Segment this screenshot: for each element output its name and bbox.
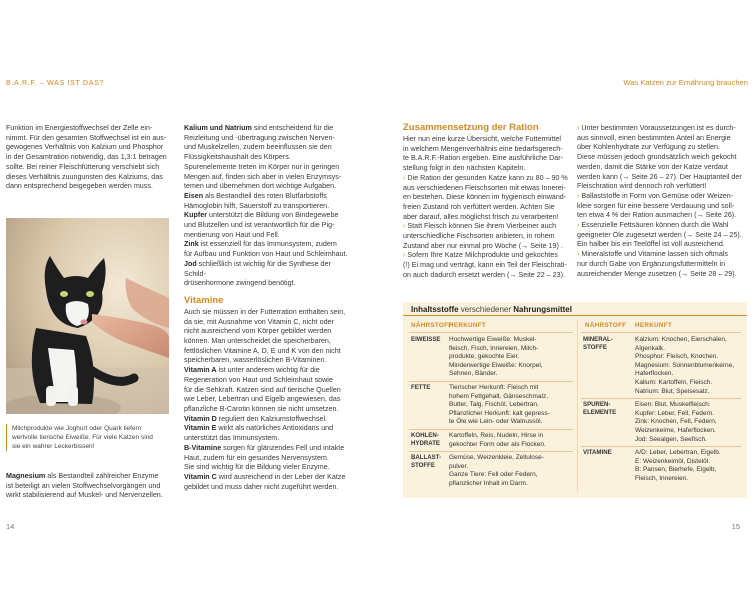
col-header-naehrstoff-1: NÄHRSTOFF (411, 322, 453, 329)
magnesium-line: ist beteiligt an vielen Stoffwechselvorgängen und (6, 481, 161, 490)
vitamin-line: Vitamin C wird ausreichend in der Leber der Katze (184, 472, 346, 481)
source-line: Magnesium: Sonnenblumenkerne, (635, 361, 735, 369)
nutrient-name-line: BALLAST- (411, 454, 442, 462)
caption-line: Milchprodukte wie Joghurt oder Quark liefern (12, 425, 142, 432)
source-line: Kartoffeln, Reis, Nudeln, Hirse in (449, 432, 544, 439)
table-title (403, 302, 747, 316)
table-nutrient-left (411, 454, 441, 470)
table-source-left (449, 384, 550, 427)
caption-line: sie ein wahrer Leckerbissen! (12, 443, 95, 450)
photo-caption (6, 424, 169, 451)
bullet-line: ausreichender Menge zusetzen (→ Seite 28 – 29). (577, 269, 737, 278)
table-row-rule (581, 446, 741, 447)
source-line: Kupfer: Leber, Fell, Federn. (635, 409, 715, 417)
bullet-arrow-icon: › (403, 173, 406, 182)
mineral-line: Hämoglobin hilft, Sauerstoff zu transportieren. (184, 201, 330, 210)
term-label: Eisen (184, 191, 204, 200)
table-nutrient-right (583, 401, 616, 417)
table-nutrient-left (411, 336, 440, 344)
vitamine-intro-line: können. Man unterscheidet die speicherbaren, (184, 337, 331, 346)
table-column-separator (577, 320, 578, 492)
nutrient-name-line: STOFFE (411, 462, 435, 470)
vitamine-intro-line: fettlöslichen Vitamine A, D, E und K von den nicht (184, 346, 341, 355)
table-source-left (449, 432, 546, 449)
bullet-arrow-icon: › (577, 250, 580, 259)
vitamine-intro-line: Auch sie müssen in der Futterration enthalten sein, (184, 307, 346, 316)
source-line: Jod: Seealgen, Seefisch. (635, 435, 707, 443)
term-label: Kupfer (184, 211, 208, 220)
bullet-arrow-icon: › (403, 222, 406, 231)
term-label: Vitamin D (184, 414, 217, 423)
source-line: Butter, Talg, Fischöl, Lebertran. (449, 401, 539, 409)
table-row-rule (409, 451, 573, 452)
source-line: Gemüse, Weizenkleie, Zellulose- (449, 454, 544, 462)
source-line: Fleisch, Innereien. (635, 474, 689, 482)
term-label: Vitamin E (184, 424, 217, 433)
vitamine-intro-line: speicherbaren, wasserlöslichen B-Vitaminen. (184, 356, 327, 365)
bullet-arrow-icon: › (577, 221, 580, 230)
ration-bullets-col2 (577, 124, 742, 279)
table-nutrient-left (411, 384, 430, 392)
table-nutrient-right (583, 336, 613, 352)
bullet-line: (!) Ei mag und verträgt, kann ein Teil der Fleischrati- (403, 261, 567, 270)
table-nutrient-left (411, 432, 440, 448)
paragraph-line: dann entsprechend beigegeben werden muss. (6, 182, 153, 191)
bullet-arrow-icon: › (577, 191, 580, 200)
table-source-right (635, 401, 717, 444)
bullet-line: ten etwa 4 % der Ration ausmachen (→ Seite 26). (577, 211, 737, 220)
source-line: fleisch, Fisch, Innereien, Milch- (449, 344, 539, 352)
table-source-right (635, 336, 734, 396)
term-label: Vitamin C (184, 472, 217, 481)
term-label: Vitamin A (184, 366, 217, 375)
source-line: Haferflocken. (635, 370, 674, 378)
source-line: te Öle wie Lein- oder Walnussöl. (449, 418, 543, 426)
source-line: Phosphor: Fleisch, Knochen. (635, 353, 719, 361)
nutrient-name-line: HYDRATE (411, 440, 441, 447)
vitamin-line: Vitamin E wirkt als natürliches Antioxidans und (184, 424, 334, 433)
paragraph-line: nimmt. Für den gesamten Stoffwechsel ist ein aus- (6, 133, 167, 142)
mineral-line: und Blutzellen und ist verantwortlich für die Pig- (184, 221, 335, 230)
paragraph-line: in der Gesamtration notwendig, das 1,3:1 betragen (6, 153, 167, 162)
source-line: Tierischer Herkunft: Fleisch mit (449, 384, 539, 391)
table-title-pre: Inhaltsstoffe (411, 305, 459, 314)
nutrient-name-line: SPUREN- (583, 401, 611, 409)
mineral-line: Flüssigkeitshaushalt des Körpers. (184, 153, 291, 162)
ration-intro-line: stellung folgt in den nächsten Kapiteln. (403, 164, 526, 173)
bullet-line: aber darauf, alles möglichst frisch zu verarbeiten! (403, 212, 559, 221)
cat-photo (6, 218, 169, 414)
source-line: Minderwertige Eiweiße: Knorpel, (449, 361, 543, 369)
bullet-line: nur durch Gabe von Ergänzungsfuttermitteln in (577, 259, 726, 268)
bullet-line: en bestehen. Diese können im hygienisch einwand- (403, 193, 567, 202)
source-line: B: Pansen, Bierhefe, Eigelb, (635, 466, 717, 474)
source-line: Kalium: Kartoffeln, Fleisch. (635, 378, 713, 386)
bullet-line: › Statt Fleisch können Sie ihrem Vierbeiner auch (403, 222, 557, 231)
table-row-rule (409, 429, 573, 430)
vitamin-line: Haut, zudem für ein gesundes Nervensystem. (184, 453, 329, 462)
mineral-line: Spurenelemente treten im Körper nur in geringen (184, 162, 340, 171)
table-source-left (449, 454, 544, 488)
mineral-line: Mengen auf, finden sich aber in vielen Enzymsys- (184, 172, 342, 181)
kitten-licking-hand-illustration (6, 218, 169, 414)
page-number-left: 14 (6, 522, 15, 531)
right-col1-text (403, 120, 573, 281)
ration-intro-line: Hier nun eine kurze Übersicht, welche Futtermittel (403, 135, 561, 143)
mineral-line: Reizleitung und -übertragung zwischen Nerven- (184, 133, 335, 142)
ration-bullets-col1 (403, 174, 573, 281)
vitamine-intro (184, 308, 352, 366)
mineral-line: mentierung von Haut und Fell. (184, 230, 280, 239)
bullet-line: über Kohlenhydrate zur Verfügung zu stellen. (577, 143, 720, 152)
source-line: Natrium: Blut, Speisesalz. (635, 387, 710, 395)
mineral-line: und Muskelzellen, zudem beeinflussen sie den (184, 143, 332, 152)
bullet-line: Diese müssen jedoch grundsätzlich weich gekocht (577, 153, 737, 162)
magnesium-line: Magnesium als Bestandteil zahlreicher Enzyme (6, 472, 159, 480)
table-source-right (635, 449, 721, 483)
bullet-line: kleie sorgen für eine bessere Verdauung und soll- (577, 201, 735, 210)
bullet-line: › Ballaststoffe in Form von Gemüse oder Weizen- (577, 191, 734, 200)
nutrient-name-line: ELEMENTE (583, 409, 617, 417)
right-col2-text (577, 124, 742, 279)
bullet-line: Zustand aber nur einmal pro Woche (→ Seite 19) . (403, 241, 563, 250)
vitamine-intro-line: nicht ausreichend vom Körper gebildet werden (184, 327, 332, 336)
term-label: Zink (184, 240, 199, 249)
vitamin-line: Vitamin A ist unter anderem wichtig für die (184, 366, 320, 375)
mineral-line: temen und übernehmen dort wichtige Aufgaben. (184, 182, 337, 191)
bullet-line: aus verschiedenen Fleischsorten mit etwas Innerei- (403, 183, 566, 192)
vitamin-line: für die Sehkraft. Katzen sind auf tierische Quellen (184, 385, 341, 394)
mineral-line: Eisen als Bestandteil des roten Blutfarbstoffs (184, 191, 327, 200)
source-line: Pflanzlicher Herkunft: kalt gepress- (449, 409, 550, 417)
source-line: produkte, gekochte Eier. (449, 353, 520, 361)
header-rule-right (581, 332, 741, 333)
bullet-line: Fleischration wird dennoch roh verfüttert! (577, 182, 707, 191)
source-line: Eisen: Blut, Muskelfleisch. (635, 401, 711, 409)
mineral-line: drüsenhormone zwingend benötigt. (184, 279, 296, 288)
left-col1-text (6, 124, 169, 192)
source-line: gekochter Form oder als Flocken. (449, 440, 546, 448)
calcium-paragraph (6, 124, 169, 192)
nutrients-table (403, 302, 747, 498)
source-line: Kalzium: Knochen, Eierschalen, (635, 336, 727, 343)
bullet-line: › Essenzielle Fettsäuren können durch die Wahl (577, 221, 729, 230)
mineral-line: Zink ist essenziell für das Immunsystem, zudem (184, 240, 337, 249)
mineral-line: für Aufbau und Funktion von Haut und Schleimhaut. (184, 250, 348, 259)
bullet-line: aus sinnvoll, einen bestimmten Anteil an Energie (577, 133, 731, 142)
col-header-herkunft-1: HERKUNFT (449, 322, 487, 329)
nutrient-name-line: MINERAL- (583, 336, 613, 343)
bullet-line: on auch dadurch ersetzt werden (→ Seite 22 – 23). (403, 270, 565, 279)
term-label: Kalium und Natrium (184, 124, 252, 132)
bullet-line: werden kann (→ Seite 26 – 27). Der Hauptanteil der (577, 172, 742, 181)
mineral-line: Jod schließlich ist wichtig für die Synthese der Schild- (184, 259, 331, 278)
mineral-line: Kalium und Natrium sind entscheidend für die (184, 124, 334, 132)
bullet-arrow-icon: › (403, 251, 406, 260)
bullet-line: unterschiedliche Fischsorten anbieten, in rohem (403, 232, 555, 241)
source-line: Algenkalk. (635, 344, 665, 352)
bullet-line: werden, damit die Stärke von der Katze verdaut (577, 162, 728, 171)
source-line: Weizenkeime, Haferflocken. (635, 426, 716, 434)
table-source-left (449, 336, 543, 379)
source-line: Zink: Knochen, Fell, Federn, (635, 418, 717, 426)
header-rule-left (409, 332, 573, 333)
col-header-herkunft-2: HERKUNFT (635, 322, 673, 329)
page-number-right: 15 (731, 522, 740, 531)
nutrient-name-line: EIWEISSE (411, 336, 441, 343)
table-title-mid: verschiedener (458, 305, 514, 314)
vitamin-line: Vitamin D reguliert den Kalziumstoffwechsel. (184, 414, 328, 423)
nutrient-name-line: STOFFE (583, 344, 607, 351)
ration-heading: Zusammensetzung der Ration (403, 122, 539, 133)
vitamine-intro-line: da sie, mit Ausnahme von Vitamin C, nicht oder (184, 317, 334, 326)
bullet-line: › Unter bestimmten Voraussetzungen ist es durch- (577, 124, 736, 132)
bullet-arrow-icon: › (577, 124, 580, 132)
paragraph-line: Funktion im Energiestoffwechsel der Zelle ein- (6, 124, 153, 132)
vitamin-line: pflanzliche B-Carotin können sie nicht umsetzen. (184, 404, 339, 413)
source-line: A/D: Leber, Lebertran, Eigelb. (635, 449, 721, 457)
source-line: pflanzlicher Inhalt im Darm. (449, 479, 528, 487)
paragraph-line: gewogenes Verhältnis von Kalzium und Phosphor (6, 143, 164, 152)
bullet-line: geeigneter Öle zugesetzt werden (→ Seite 24 – 25). (577, 230, 742, 239)
bullet-line: › Mineralstoffe und Vitamine lassen sich oftmals (577, 250, 728, 259)
vitamine-list (184, 366, 352, 492)
ration-intro (403, 135, 573, 174)
vitamin-line: Regeneration von Haut und Schleimhaut sowie (184, 375, 333, 384)
paragraph-line: dieses Verhältnis zuungunsten des Kalziums, das (6, 172, 163, 181)
vitamin-line: gebildet und muss daher nicht zugeführt werden. (184, 482, 339, 491)
minerals-paragraphs (184, 124, 352, 289)
vitamine-heading: Vitamine (184, 294, 224, 306)
magnesium-line: wirkt stabilisierend auf Muskel- und Nervenzellen. (6, 491, 163, 500)
col-header-naehrstoff-2: NÄHRSTOFF (585, 322, 627, 329)
vitamin-line: wie Leber, Lebertran und Eigelb angewiesen, das (184, 395, 341, 404)
table-row-rule (409, 381, 573, 382)
term-label: Jod (184, 259, 197, 268)
source-line: Ganze Tiere: Fell oder Federn, (449, 471, 538, 479)
bullet-line: › Sofern Ihre Katze Milchprodukte und gekochtes (403, 251, 558, 260)
magnesium-paragraph (6, 472, 169, 501)
source-line: pulver. (449, 462, 469, 470)
mineral-line: Kupfer unterstützt die Bildung von Bindegewebe (184, 211, 339, 220)
source-line: Sehnen, Bänder. (449, 370, 498, 378)
ration-intro-line: te B.A.R.F.-Ration ergeben. Eine ausführliche Dar- (403, 154, 563, 163)
running-head-right: Was Katzen zur Ernährung brauchen (623, 78, 748, 87)
vitamin-line: unterstützt das Immunsystem. (184, 434, 280, 443)
ration-intro-line: in welchem Mengenverhältnis eine bedarfsgerech- (403, 144, 563, 153)
source-line: E: Weizenkeimöl, Distelöl. (635, 457, 711, 465)
vitamin-line: B-Vitamine sorgen für glänzendes Fell und intakte (184, 443, 345, 452)
caption-line: wertvolle tierische Eiweiße. Für viele Katzen sind (12, 434, 153, 441)
term-label: Magnesium (6, 472, 46, 480)
source-line: hohem Fettgehalt, Gänseschmalz, (449, 392, 548, 400)
bullet-line: Ein halber bis ein Teelöffel ist voll ausreichend. (577, 240, 725, 249)
table-nutrient-right (583, 449, 612, 457)
table-row-rule (581, 398, 741, 399)
bullet-line: freien Zustand roh verfüttert werden. Achten Sie (403, 202, 555, 211)
nutrient-name-line: KOHLEN- (411, 432, 439, 439)
right-page (377, 0, 754, 603)
bullet-line: › Die Ration der gesunden Katze kann zu 80 – 90 % (403, 173, 568, 182)
source-line: Hochwertige Eiweiße: Muskel- (449, 336, 537, 343)
term-label: B-Vitamine (184, 443, 222, 452)
nutrient-name-line: FETTE (411, 384, 431, 391)
vitamin-line: Sie sind wichtig für die Bildung vieler Enzyme. (184, 463, 330, 472)
nutrient-name-line: VITAMINE (583, 449, 612, 457)
table-title-bold: Nahrungsmittel (513, 305, 572, 314)
left-col2-text (184, 124, 352, 492)
paragraph-line: sollte. Bei reiner Fleischfütterung verschiebt sich (6, 162, 160, 171)
running-head-left: B.A.R.F. – WAS IST DAS? (6, 78, 105, 87)
